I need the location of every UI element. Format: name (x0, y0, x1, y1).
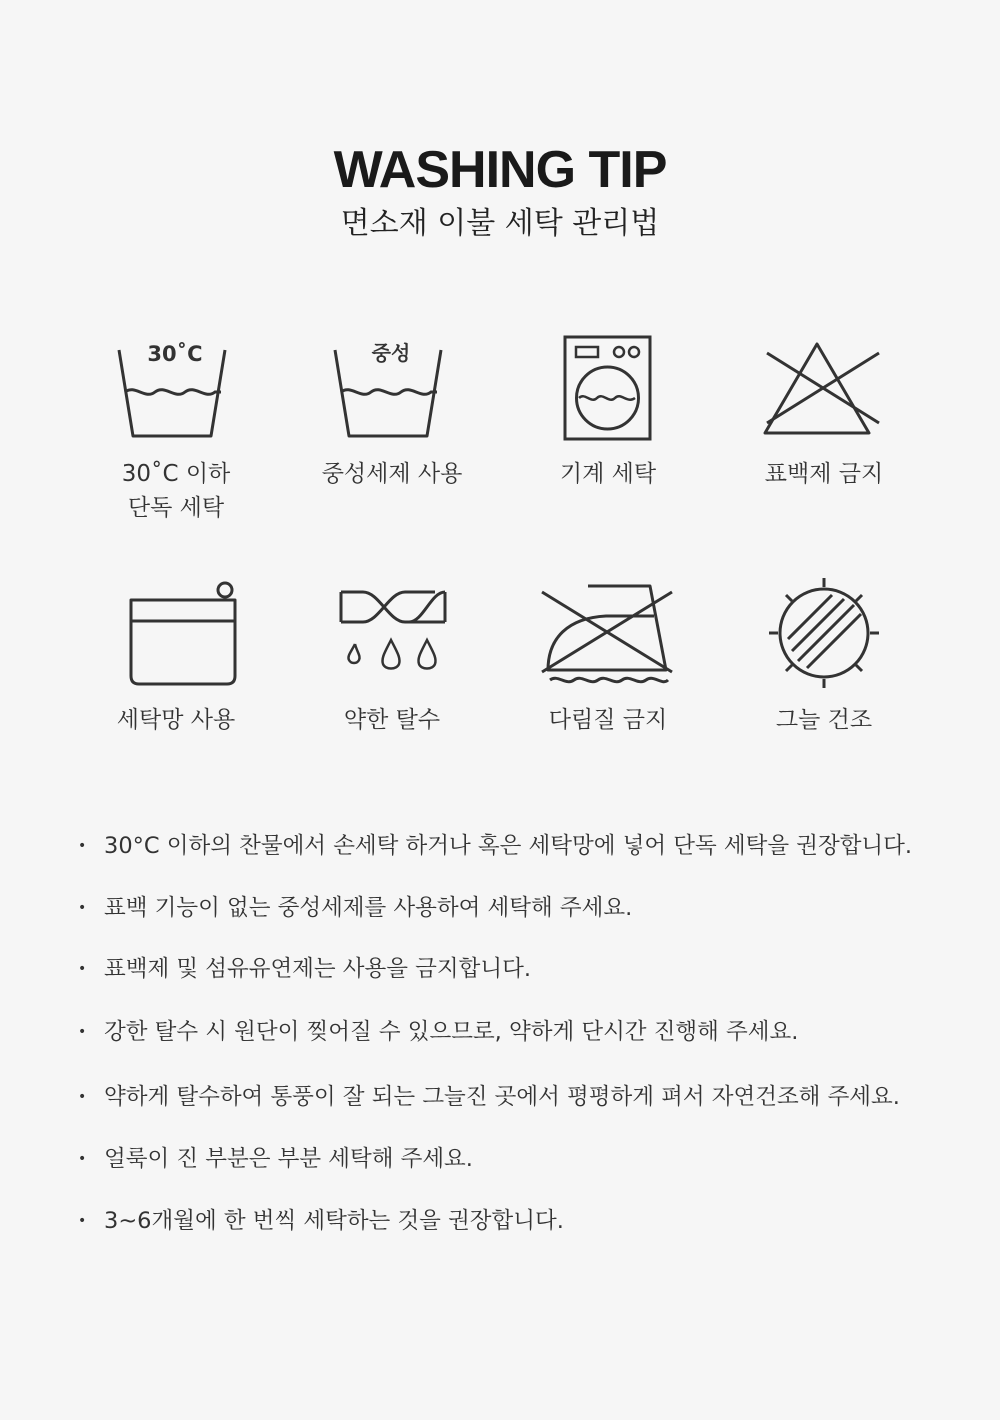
tip-text: 3~6개월에 한 번씩 세탁하는 것을 권장합니다. (104, 1208, 564, 1234)
care-label-neutral-detergent: 중성세제 사용 (321, 461, 463, 487)
care-item-no-bleach (716, 330, 932, 491)
bullet-icon: • (78, 1089, 87, 1105)
list-item (78, 1203, 564, 1239)
tip-text: 표백 기능이 없는 중성세제를 사용하여 세탁해 주세요. (104, 895, 633, 921)
tip-text: 강한 탈수 시 원단이 찢어질 수 있으므로, 약하게 단시간 진행해 주세요. (104, 1019, 799, 1045)
page-title: WASHING TIP (333, 141, 667, 199)
bullet-icon: • (78, 1024, 87, 1040)
laundry-net-icon (111, 578, 241, 693)
bullet-icon: • (78, 1213, 87, 1229)
care-label-no-bleach: 표백제 금지 (764, 461, 884, 487)
no-iron-icon (538, 578, 678, 693)
care-label-washing-machine: 기계 세탁 (559, 461, 657, 487)
neutral-detergent-icon (327, 330, 457, 445)
care-label-shade-dry: 그늘 건조 (775, 707, 873, 733)
page-subtitle: 면소재 이불 세탁 관리법 (340, 206, 660, 241)
tip-text: 얼룩이 진 부분은 부분 세탁해 주세요. (104, 1146, 473, 1172)
care-item-no-iron (500, 578, 716, 737)
care-label-wash-30c: 30˚C 이하 단독 세탁 (121, 461, 231, 521)
care-item-laundry-net (68, 578, 284, 737)
tub-temperature-text: 30˚C (147, 342, 203, 366)
list-item (78, 890, 632, 926)
no-bleach-icon (759, 330, 889, 445)
list-item (78, 951, 531, 987)
wash-30c-icon (111, 330, 241, 445)
bullet-icon: • (78, 900, 87, 916)
list-item (78, 1014, 798, 1050)
gentle-spin-icon (327, 578, 457, 693)
care-item-neutral-detergent (284, 330, 500, 491)
care-label-no-iron: 다림질 금지 (548, 707, 668, 733)
care-item-washing-machine (500, 330, 716, 491)
list-item (78, 1141, 473, 1177)
bullet-icon: • (78, 961, 87, 977)
care-item-gentle-spin (284, 578, 500, 737)
tub-detergent-text: 중성 (371, 341, 411, 365)
tip-text: 표백제 및 섬유유연제는 사용을 금지합니다. (104, 956, 531, 982)
tip-text: 30°C 이하의 찬물에서 손세탁 하거나 혹은 세탁망에 넣어 단독 세탁을 권장합니다. (104, 833, 913, 859)
bullet-icon: • (78, 838, 87, 854)
care-item-wash-30c (68, 330, 284, 525)
care-label-laundry-net: 세탁망 사용 (116, 707, 236, 733)
list-item (78, 1079, 900, 1115)
tip-text: 약하게 탈수하여 통풍이 잘 되는 그늘진 곳에서 평평하게 펴서 자연건조해 주세요. (104, 1084, 900, 1110)
bullet-icon: • (78, 1151, 87, 1167)
list-item (78, 828, 912, 864)
care-item-shade-dry (716, 578, 932, 737)
shade-dry-icon (759, 578, 889, 693)
washing-machine-icon (543, 330, 673, 445)
care-label-gentle-spin: 약한 탈수 (343, 707, 441, 733)
